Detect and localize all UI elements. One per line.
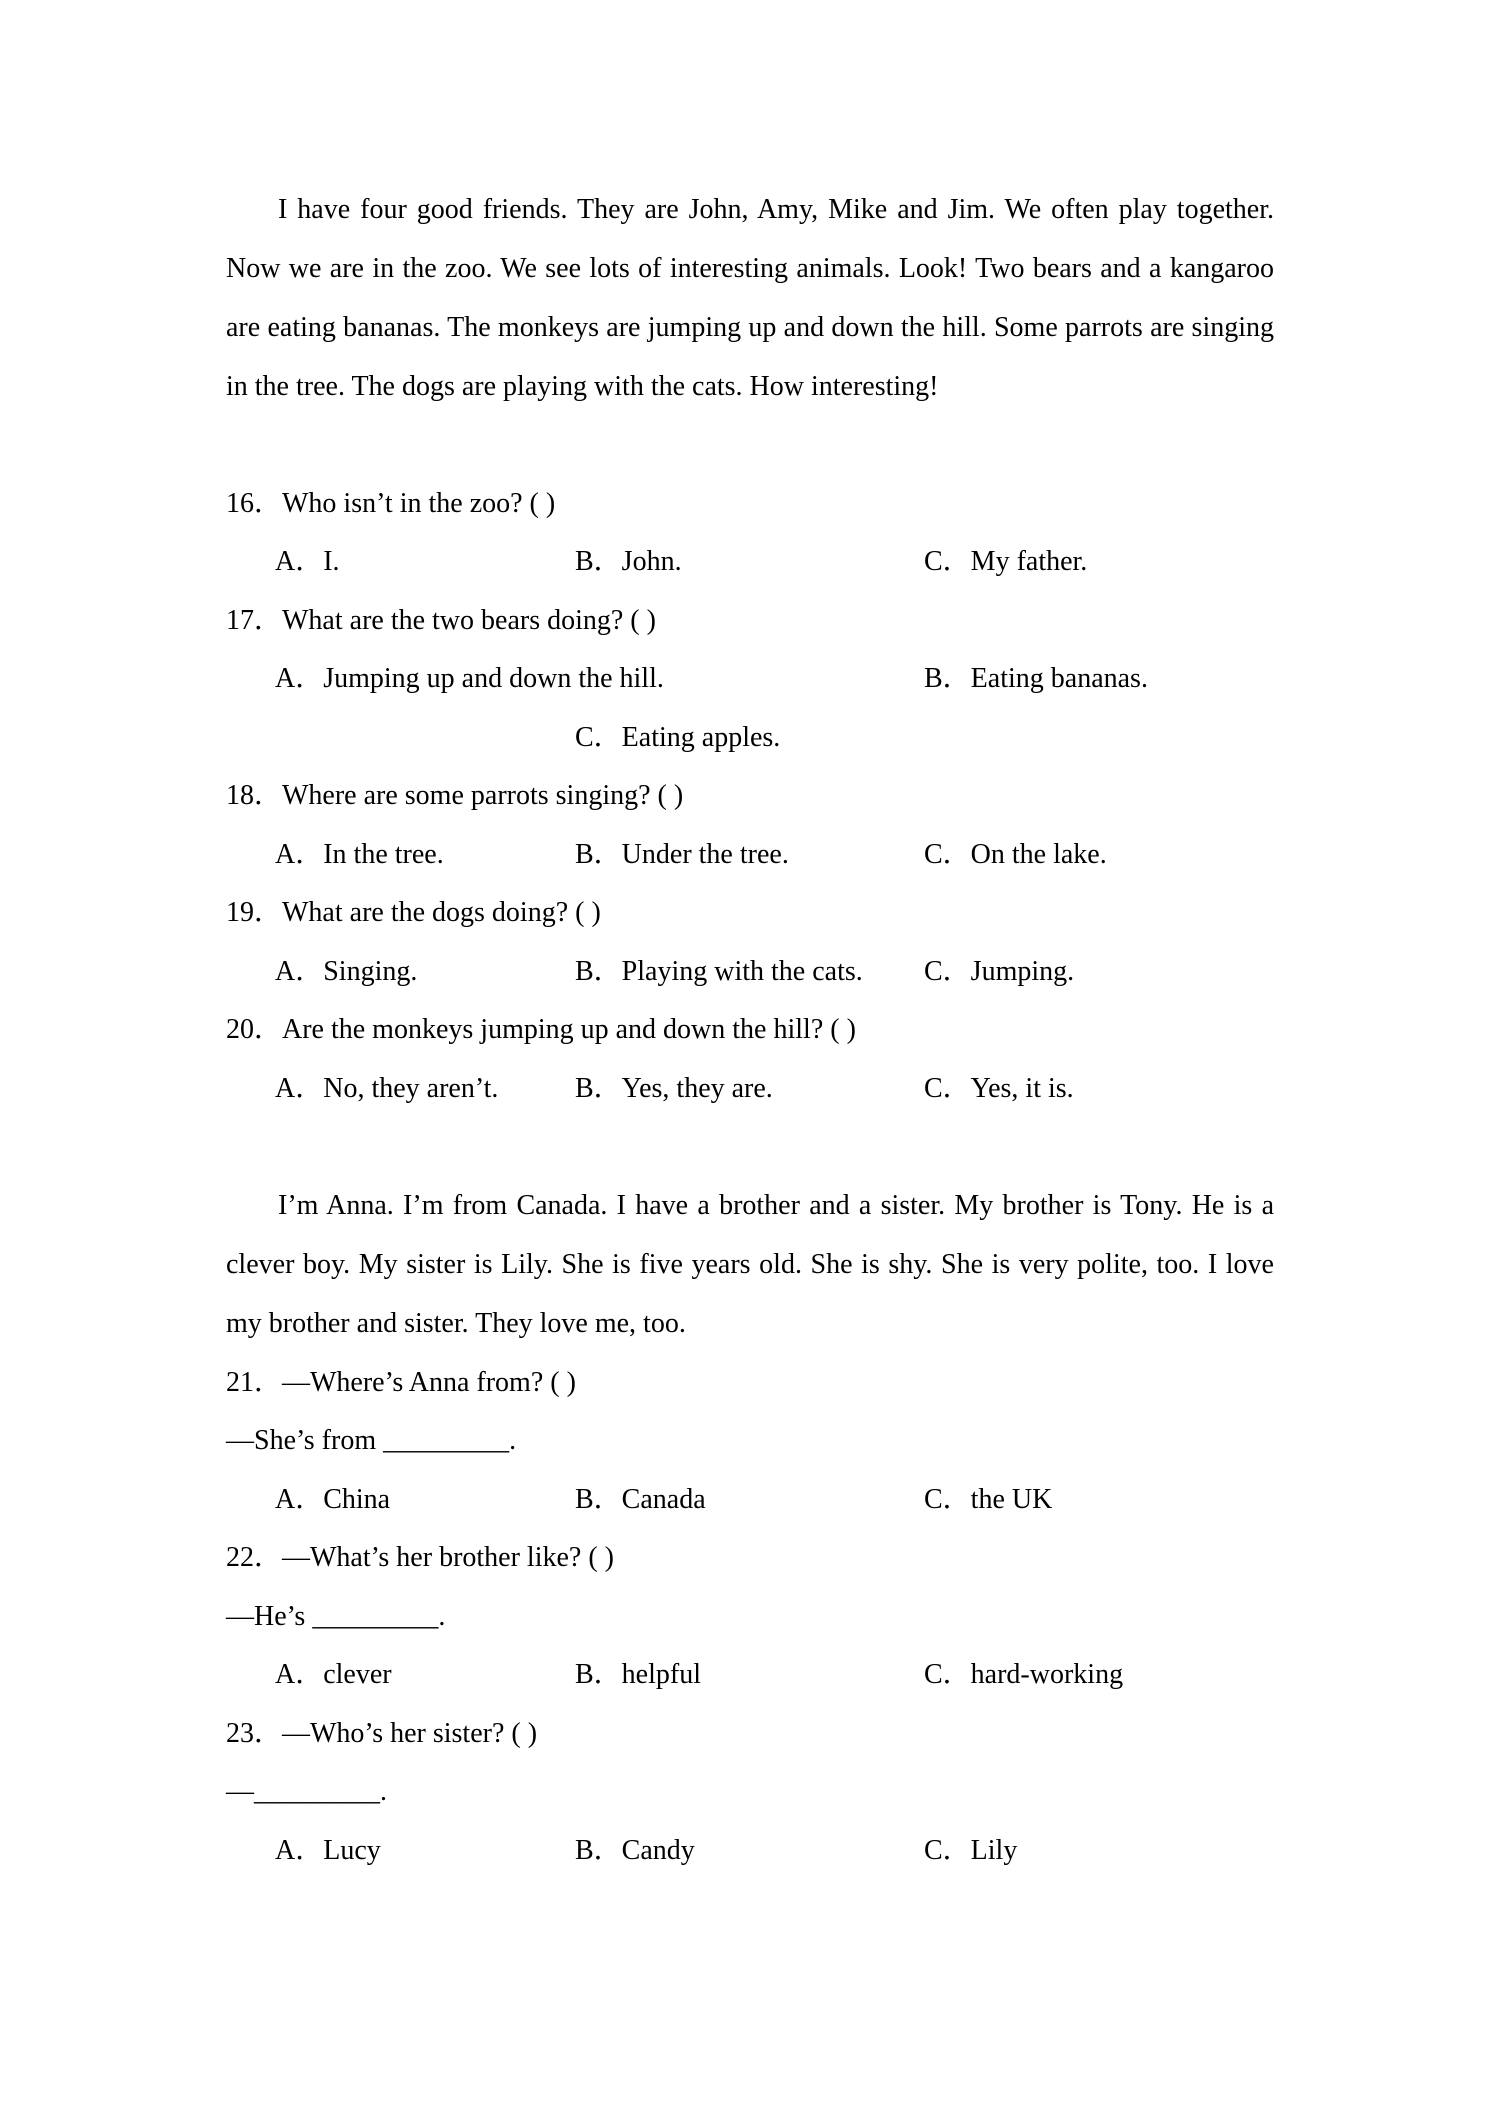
question-18: 18．Where are some parrots singing? ( ) <box>226 780 684 811</box>
q21-option-a[interactable]: A．China <box>275 1484 391 1515</box>
q21-answer-blank: —She’s from _________. <box>226 1425 517 1456</box>
reading-passage-2: I’m Anna. I’m from Canada. I have a brother and a sister. My brother is Tony. He is a clever boy. My sister is Lily. She is five years old. She is shy. She is very polite, too. I love my brother and sister. They love me, too. <box>226 1190 1274 1339</box>
q22-answer-blank: —He’s _________. <box>226 1601 446 1632</box>
q18-option-a[interactable]: A．In the tree. <box>275 839 444 870</box>
q22-option-b[interactable]: B．helpful <box>575 1659 701 1690</box>
q23-option-c[interactable]: C．Lily <box>924 1835 1018 1866</box>
q16-option-b[interactable]: B．John. <box>575 546 682 577</box>
q21-option-b[interactable]: B．Canada <box>575 1484 706 1515</box>
q20-option-b[interactable]: B．Yes, they are. <box>575 1073 773 1104</box>
q22-option-a[interactable]: A．clever <box>275 1659 392 1690</box>
q22-option-c[interactable]: C．hard-working <box>924 1659 1124 1690</box>
q18-option-b[interactable]: B．Under the tree. <box>575 839 789 870</box>
q16-option-a[interactable]: A．I. <box>275 546 340 577</box>
question-20: 20．Are the monkeys jumping up and down the hill? ( ) <box>226 1014 856 1045</box>
q19-option-c[interactable]: C．Jumping. <box>924 956 1075 987</box>
q17-option-b[interactable]: B．Eating bananas. <box>924 663 1148 694</box>
q20-option-c[interactable]: C．Yes, it is. <box>924 1073 1074 1104</box>
question-23: 23．—Who’s her sister? ( ) <box>226 1718 538 1749</box>
q23-option-a[interactable]: A．Lucy <box>275 1835 381 1866</box>
q21-option-c[interactable]: C．the UK <box>924 1484 1053 1515</box>
question-19: 19．What are the dogs doing? ( ) <box>226 897 601 928</box>
q16-option-c[interactable]: C．My father. <box>924 546 1088 577</box>
q18-option-c[interactable]: C．On the lake. <box>924 839 1107 870</box>
q23-answer-blank: —_________. <box>226 1776 387 1807</box>
q23-option-b[interactable]: B．Candy <box>575 1835 695 1866</box>
q17-option-c[interactable]: C．Eating apples. <box>575 722 781 753</box>
q17-option-a[interactable]: A．Jumping up and down the hill. <box>275 663 664 694</box>
q20-option-a[interactable]: A．No, they aren’t. <box>275 1073 499 1104</box>
question-17: 17．What are the two bears doing? ( ) <box>226 605 656 636</box>
question-16: 16．Who isn’t in the zoo? ( ) <box>226 488 556 519</box>
question-22: 22．—What’s her brother like? ( ) <box>226 1542 614 1573</box>
question-21: 21．—Where’s Anna from? ( ) <box>226 1367 576 1398</box>
reading-passage-1: I have four good friends. They are John, Amy, Mike and Jim. We often play together. Now we are in the zoo. We see lots of interesting animals. Look! Two bears and a kangaroo are eating bananas. The monkeys are jumping up and down the hill. Some parrots are singing in the tree. The dogs are playing with the cats. How interesting! <box>226 194 1274 402</box>
q19-option-a[interactable]: A．Singing. <box>275 956 418 987</box>
q19-option-b[interactable]: B．Playing with the cats. <box>575 956 863 987</box>
